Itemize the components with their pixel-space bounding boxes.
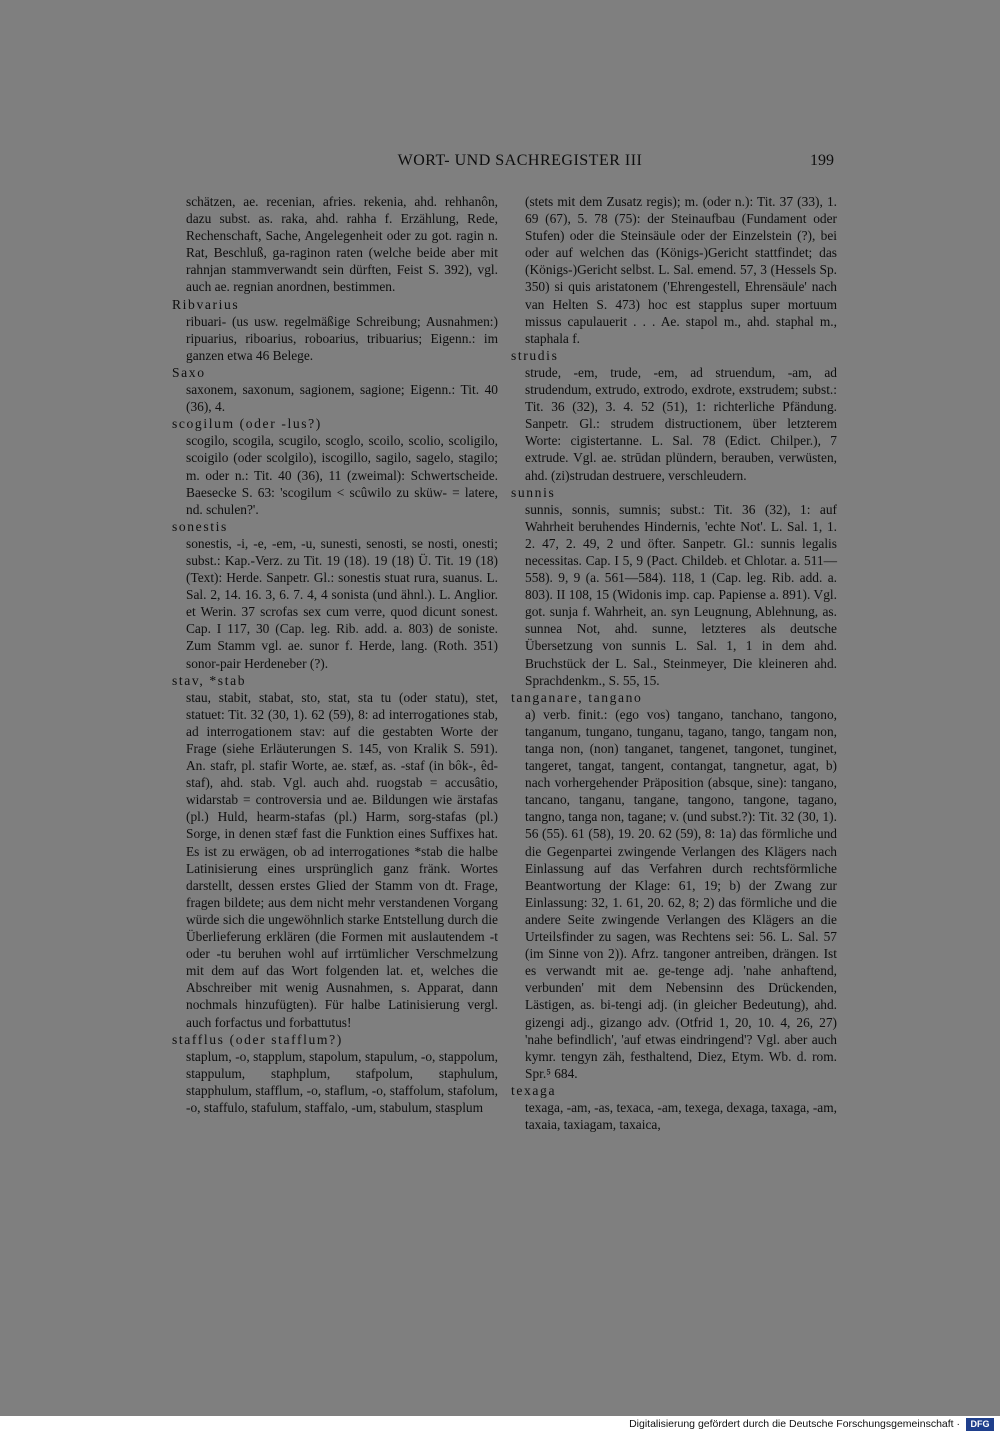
entry-headword: Saxo [172, 364, 206, 380]
running-head [170, 152, 836, 176]
dictionary-entry [511, 193, 837, 347]
entry-headword: scogilum (oder -lus?) [172, 416, 322, 432]
dictionary-entry [511, 347, 837, 484]
entry-text: ribuari- (us usw. regelmäßige Schreibung; Ausnahmen:) ripuarius, riboarius, roboarius, tribuarius; Eigenn.: im ganzen etwa 46 Belege. [186, 313, 498, 363]
entry-text: texaga, -am, -as, texaca, -am, texega, dexaga, taxaga, -am, taxaia, taxiagam, taxaica, [525, 1099, 837, 1133]
right-column [511, 193, 837, 1133]
entry-text: strude, -em, trude, -em, ad struendum, -am, ad strudendum, extrudo, extrodo, exdrote, exstrudem; subst.: Tit. 36 (32), 3. 4. 52 (51), 1: richterliche Pfändung. Sanpetr. Gl.: strudem distructionem, über letzterem Worte: cigistertanne. L. Sal. 78 (Edict. Chilper.), 7 extrude. Vgl. ae. strūdan plündern, berauben, verwüsten, ahd. (zi)strudan destruere, verschleudern. [525, 364, 837, 483]
entry-text: sonestis, -i, -e, -em, -u, sunesti, senosti, se nosti, onesti; subst.: Kap.-Verz. zu Tit. 19 (18). 19 (18) Ü. Tit. 19 (18) (Text): Herde. Sanpetr. Gl.: sonestis stuat rura, suanus. L. Sal. 2, 14. 16. 3, 6. 7. 4, 4 sonista (und ähnl.). L. Anglior. et Werin. 37 scrofas sex cum verre, quod dicunt sonest. Cap. I 117, 30 (Cap. leg. Rib. add. a. 803) de soniste. Zum Stamm vgl. ae. sunor f. Herde, lang. (Roth. 351) sonor-pair Herdeneber (?). [186, 535, 498, 671]
entry-text: sunnis, sonnis, sumnis; subst.: Tit. 36 (32), 1: auf Wahrheit beruhendes Hindernis, 'echte Not'. L. Sal. 1, 1. 2. 47, 2. 49, 2 und öfter. Sanpetr. Gl.: sunnis legalis necessitas. Cap. I 5, 9 (Pact. Childeb. et Chlotar. a. 511—558). 9, 9 (a. 561—584). 118, 1 (Cap. leg. Rib. add. a. 803). II 108, 15 (Widonis imp. cap. Papiense a. 891). Vgl. got. sunja f. Wahrheit, an. syn Leugnung, Ablehnung, as. sunnea Not, ahd. sunne, letzteres als deutsche Übersetzung von sunnis L. Sal. 1, 1 in dem ahd. Bruchstück der L. Sal., Steinmeyer, Die kleineren ahd. Sprachdenkm., S. 55, 15. [525, 501, 837, 688]
dictionary-entry [172, 296, 498, 364]
entry-headword: texaga [511, 1082, 557, 1098]
entry-headword: sonestis [172, 518, 228, 534]
funding-credit: Digitalisierung gefördert durch die Deutsche Forschungsgemeinschaft · [629, 1418, 960, 1430]
footer-bar [0, 1416, 1000, 1434]
dictionary-entry [172, 364, 498, 415]
entry-headword: Ribvarius [172, 296, 240, 312]
entry-headword: stafflus (oder stafflum?) [172, 1031, 343, 1047]
entry-headword: stav, *stab [172, 672, 247, 688]
entry-headword: sunnis [511, 484, 556, 500]
entry-text: staplum, -o, stapplum, stapolum, stapulum, -o, stappolum, stappulum, staphplum, stafpolum, staphulum, stapphulum, stafflum, -o, staflum, -o, staffolum, stafolum, -o, staffulo, stafulum, staffalo, -um, stabulum, stasplum [186, 1048, 498, 1115]
entry-text: (stets mit dem Zusatz regis); m. (oder n.): Tit. 37 (33), 1. 69 (67), 5. 78 (75): der Steinaufbau (Fundament oder Stufen) oder die Steinsäule oder der Einzelstein (?), bei oder auf welchen das (Königs-)Gericht stattfindet; das (Königs-)Gericht selbst. L. Sal. emend. 57, 3 (Hessels Sp. 350) si quis aristatonem ('Ehrengestell, Ehrensäule' nach van Helten S. 473) hoc est stapplus super mortuum missus capulauerit . . . Ae. stapol m., ahd. staphal m., staphala f. [525, 194, 837, 346]
entry-text: stau, stabit, stabat, sto, stat, sta tu (oder statu), stet, statuet: Tit. 32 (30, 1). 62 (59), 8: ad interrogationes stab, ad interrogationem stav: auf die gestabten Worte der Frage (siehe Erläuterungen S. 145, von Kralik S. 591). An. stafr, pl. stafir Worte, ae. stæf, as. -staf (in bôk-, êd-staf), ahd. stab. Vgl. auch ahd. ruogstab = accusâtio, widarstab = controversia und ae. Bildungen wie ärstafas (pl.) Huld, hearm-stafas (pl.) Harm, sorg-stafas (pl.) Sorge, in denen stæf fast die Funktion eines Suffixes hat. Es ist zu erwägen, ob ad interrogationes *stab die halbe Latinisierung eines ursprünglich ganz fränk. Wortes darstellt, dessen erstes Glied der Stamm von dt. Frage, fragen bildete; aus dem nicht mehr verstandenen Vorgang würde sich die ungewöhnlich starke Entstellung durch die Überlieferung erklären (die Formen mit auslautendem -t oder -tu beruhen wohl auf irrtümlicher Verschmelzung mit dem auf das Wort folgenden lat. et, welches die Abschreiber mit wenig Ausnahmen, s. Apparat, dann nochmals hinzufügten). Für halbe Latinisierung vergl. auch forfactus und forbattutus! [186, 689, 498, 1030]
dfg-logo-icon: DFG [966, 1418, 994, 1431]
page-title: WORT- UND SACHREGISTER III [397, 152, 643, 169]
dictionary-entry [172, 672, 498, 1031]
dictionary-entry [511, 484, 837, 689]
dictionary-entry [172, 1031, 498, 1116]
left-column [172, 193, 498, 1116]
entry-headword: tanganare, tangano [511, 689, 643, 705]
dictionary-entry [172, 518, 498, 672]
entry-text: saxonem, saxonum, sagionem, sagione; Eigenn.: Tit. 40 (36), 4. [186, 382, 498, 415]
entry-text: schätzen, ae. recenian, afries. rekenia, ahd. rehhanôn, dazu subst. as. raka, ahd. rahha f. Erzählung, Rede, Rechenschaft, Sache, Angelegenheit oder zu got. ragin n. Rat, Beschluß, ga-raginon raten (welche beide aber mit rahnjan stammverwandt sein dürften, Feist S. 392), vgl. auch ae. regnian anordnen, bestimmen. [186, 194, 498, 295]
dictionary-entry [172, 415, 498, 518]
dictionary-entry [511, 1082, 837, 1133]
dictionary-entry [172, 193, 498, 296]
entry-text: scogilo, scogila, scugilo, scoglo, scoilo, scolio, scoligilo, scoigilo (oder scolgilo), iscogillo, sagilo, sagelo, stagilo; m. oder n.: Tit. 40 (36), 11 (zweimal): Schwertscheide. Baesecke S. 63: 'scogilum < scûwilo zu sküw- = latere, nd. schulen?'. [186, 433, 498, 517]
entry-text: a) verb. finit.: (ego vos) tangano, tanchano, tangono, tanganum, tungano, tunganu, tagano, tango, tangam non, tanga non, (non) tanganet, tangenet, tangonet, tunginet, tangeret, tangat, tangent, contangat, tangnetur, agat, b) nach vorhergehender Präposition (absque, sine): tangano, tancano, tanganu, tangane, tangono, tangone, tagano, tangno, tanga non, tagane; v. (und subst.?): Tit. 32 (30, 1). 56 (55). 61 (58), 19. 20. 62 (59), 8: 1a) das förmliche und die Gegenpartei zwingende Verlangen des Klägers nach Einlassung auf das Verfahren durch rechtsförmliche Beantwortung der Klage: 61, 19; b) der Zwang zur Einlassung: 32, 1. 61, 20. 62, 8; 2) das förmliche und die andere Seite zwingende Verlangen des Klägers an die Urteilsfinder zu sagen, was Rechtens sei: 56. L. Sal. 57 (im Sinne von 2)). Afrz. tangoner antreiben, drängen. Ist es verwandt mit ae. ge-tenge adj. 'nahe anhaftend, verbunden' mit dem Nebensinn des Drückenden, Lästigen, as. bi-tengi adj. (in gleicher Bedeutung), ahd. gizengi adj., gizango adv. (Otfrid 1, 20, 10. 4, 26, 27) 'nahe befindlich', 'auf etwas eindringend'? Vgl. aber auch kymr. tengyn zäh, festhaltend, Diez, Etym. Wb. d. rom. Spr.⁵ 684. [525, 706, 837, 1081]
entry-headword: strudis [511, 347, 559, 363]
dictionary-entry [511, 689, 837, 1082]
page-number: 199 [810, 152, 834, 169]
